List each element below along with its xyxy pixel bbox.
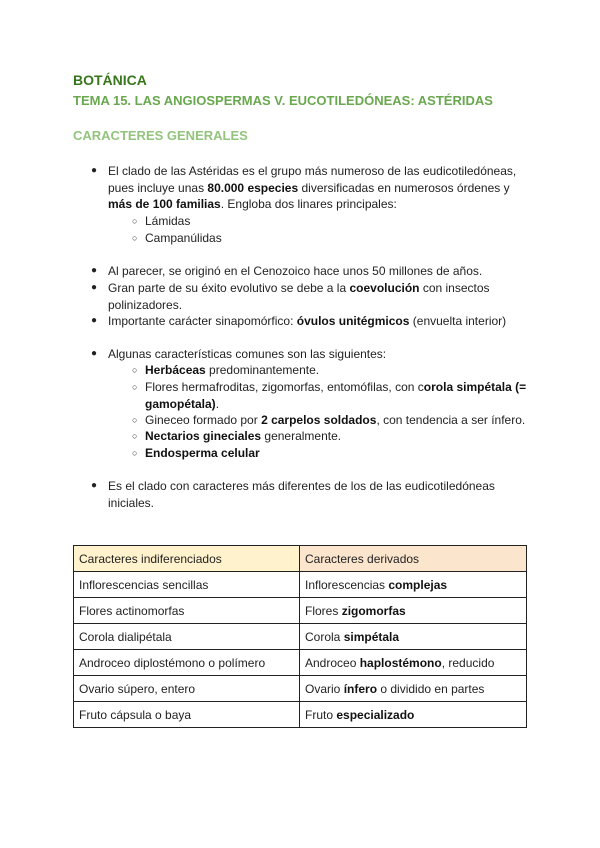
bold-text: especializado	[336, 707, 415, 722]
table-row	[74, 572, 527, 598]
bold-text: orola simpétala (= gamopétala)	[145, 380, 527, 411]
list-item	[132, 213, 530, 230]
list-item	[132, 428, 530, 445]
table-cell	[74, 624, 300, 650]
text-segment: Inflorescencias sencillas	[79, 577, 209, 592]
bullet-icon: ●	[91, 265, 98, 276]
circle-bullet-icon: ○	[132, 365, 138, 375]
text-segment: o dividido en partes	[377, 681, 485, 696]
list-item	[132, 379, 530, 412]
text-segment: El clado de las Astéridas es el grupo más numeroso de las eudicotiledóneas, pues incluye unas	[108, 164, 517, 195]
bold-text: 2 carpelos soldados	[261, 413, 377, 427]
list-item	[132, 445, 530, 462]
bold-text: óvulos unitégmicos	[296, 314, 410, 328]
text-segment: diversificadas en numerosos órdenes y	[298, 180, 510, 195]
text-segment: Gran parte de su éxito evolutivo se debe a la	[108, 281, 350, 295]
text-segment: Algunas características comunes son las siguientes:	[108, 347, 387, 361]
text-segment: predominantemente.	[205, 363, 320, 377]
circle-bullet-icon: ○	[132, 448, 138, 458]
text-segment: Fruto cápsula o baya	[79, 707, 192, 722]
characters-table	[73, 545, 527, 728]
table-cell	[300, 702, 527, 728]
document-title: BOTÁNICA	[73, 72, 147, 88]
table-row	[74, 676, 527, 702]
bold-text: más de 100 familias	[108, 197, 221, 212]
text-segment: , reducido	[441, 655, 495, 670]
table-header-cell: Caracteres indiferenciados	[74, 546, 300, 572]
bullet-icon: ●	[91, 480, 98, 491]
text-segment: Flores actinomorfas	[79, 603, 185, 618]
circle-bullet-icon: ○	[132, 233, 138, 243]
list-item	[91, 478, 528, 511]
text-segment: , con tendencia a ser ínfero.	[376, 413, 526, 427]
list-item	[91, 163, 528, 213]
circle-bullet-icon: ○	[132, 216, 138, 226]
table-header-cell: Caracteres derivados	[300, 546, 527, 572]
text-segment: Inflorescencias	[305, 577, 389, 592]
text-segment: Flores	[305, 603, 342, 618]
table-cell	[74, 598, 300, 624]
list-item	[132, 412, 530, 429]
table-cell	[300, 598, 527, 624]
table-cell	[300, 676, 527, 702]
text-segment: (envuelta interior)	[409, 314, 507, 328]
text-segment: con insectos polinizadores.	[108, 281, 490, 312]
circle-bullet-icon: ○	[132, 382, 138, 392]
table-cell	[74, 702, 300, 728]
bold-text: zigomorfas	[341, 603, 406, 618]
bold-text: Endosperma celular	[145, 446, 260, 460]
list-item	[91, 313, 528, 330]
table-cell	[74, 650, 300, 676]
table-cell	[300, 572, 527, 598]
bold-text: 80.000 especies	[207, 180, 299, 195]
table-row	[74, 702, 527, 728]
text-segment: Campanúlidas	[145, 231, 222, 245]
text-segment: Flores hermafroditas, zigomorfas, entomófilas, con c	[145, 380, 424, 394]
text-segment: Fruto	[305, 707, 337, 722]
bold-text: Nectarios gineciales	[145, 429, 262, 443]
text-segment: Lámidas	[145, 214, 191, 228]
list-item	[91, 280, 528, 313]
text-segment: Importante carácter sinapomórfico:	[108, 314, 297, 328]
bold-text: ínfero	[343, 681, 378, 696]
bold-text: simpétala	[343, 629, 400, 644]
text-segment: Corola	[305, 629, 344, 644]
text-segment: Gineceo formado por	[145, 413, 262, 427]
text-segment: Es el clado con caracteres más diferentes de los de las eudicotiledóneas iniciales.	[108, 479, 495, 510]
circle-bullet-icon: ○	[132, 415, 138, 425]
table-header-row	[74, 546, 527, 572]
text-segment: . Engloba dos linares principales:	[220, 197, 397, 212]
table-cell	[74, 572, 300, 598]
circle-bullet-icon: ○	[132, 431, 138, 441]
text-segment: .	[215, 396, 220, 411]
text-segment: generalmente.	[261, 429, 342, 443]
table-cell	[74, 676, 300, 702]
bold-text: Herbáceas	[145, 363, 206, 377]
table-row	[74, 624, 527, 650]
list-item	[91, 263, 528, 280]
bullet-icon: ●	[91, 165, 98, 176]
list-item	[91, 346, 528, 363]
text-segment: Ovario súpero, entero	[79, 681, 196, 696]
bold-text: complejas	[388, 577, 448, 592]
bold-text: haplostémono	[359, 655, 442, 670]
bold-text: coevolución	[349, 281, 420, 295]
text-segment: Al parecer, se originó en el Cenozoico hace unos 50 millones de años.	[108, 264, 483, 278]
table-cell	[300, 624, 527, 650]
text-segment: Ovario	[305, 681, 344, 696]
table-row	[74, 650, 527, 676]
table-cell	[300, 650, 527, 676]
text-segment: Androceo	[305, 655, 360, 670]
text-segment: Androceo diplostémono o polímero	[79, 655, 266, 670]
list-item	[132, 230, 530, 247]
topic-heading: TEMA 15. LAS ANGIOSPERMAS V. EUCOTILEDÓNEAS: ASTÉRIDAS	[73, 93, 493, 108]
bullet-icon: ●	[91, 315, 98, 326]
text-segment: Corola dialipétala	[79, 629, 172, 644]
section-heading: CARACTERES GENERALES	[73, 128, 248, 143]
bullet-icon: ●	[91, 282, 98, 293]
list-item	[132, 362, 530, 379]
bullet-icon: ●	[91, 348, 98, 359]
table-row	[74, 598, 527, 624]
